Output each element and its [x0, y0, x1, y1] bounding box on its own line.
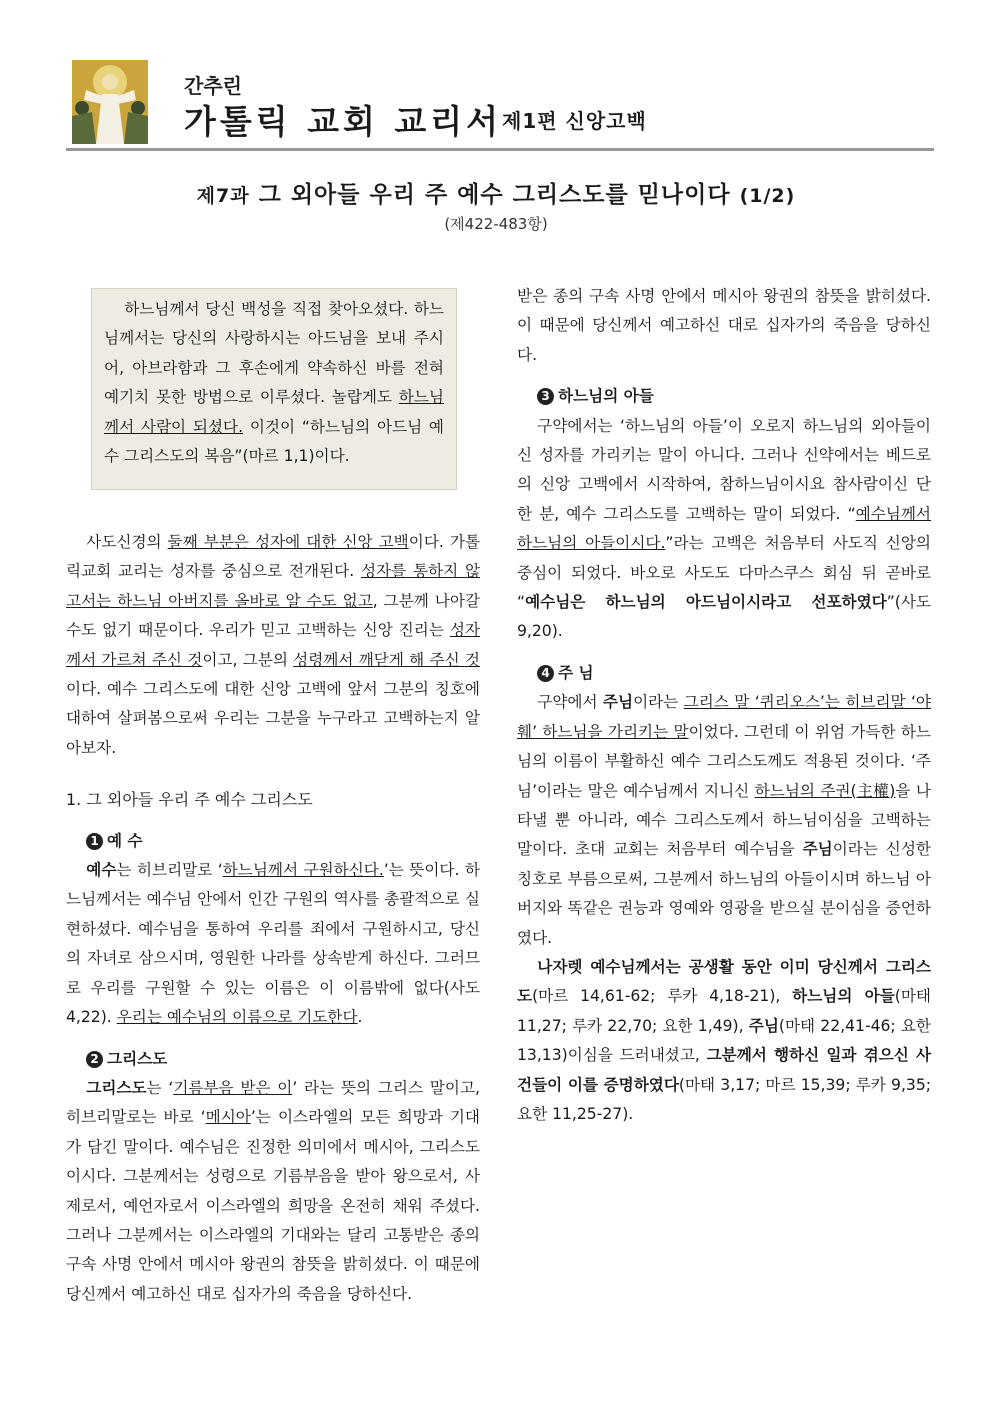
- header: [72, 60, 934, 148]
- son-paragraph: 구약에서는 ‘하느님의 아들’이 오로지 하느님의 외아들이신 성자를 가리키는 말이 아니다. 그러나 신약에서는 베드로의 신앙 고백에서 시작하여, 참하느님이시요 참사람이신 단 한 분, 예수 그리스도를 고백하는 말이 되었다. “예수님께서 하느님의 아들이시다.”라는 고백은 처음부터 사도직 신앙의 중심이 되었다. 바오로 사도도 다마스쿠스 회심 뒤 곧바로 “예수님은 하느님의 아드님이시라고 선포하였다”(사도 9,20).: [517, 416, 931, 641]
- christ-heading: 2 그리스도: [66, 1045, 480, 1074]
- bullet-number: 2: [86, 1051, 103, 1068]
- son-heading: 3 하느님의 아들: [517, 382, 931, 411]
- header-divider: [66, 148, 934, 151]
- closing-paragraph: 나자렛 예수님께서는 공생활 동안 이미 당신께서 그리스도(마르 14,61-62; 루카 4,18-21), 하느님의 아들(마태 11,27; 루카 22,70; 요한 1,49), 주님(마태 22,41-46; 요한 13,13)이심을 드러내셨고, 그분께서 행하신 일과 겪으신 사건들이 이를 증명하였다(마태 3,17; 마르 15,39; 루카 9,35; 요한 11,25-27).: [517, 957, 932, 1123]
- lord-paragraph: 구약에서 주님이라는 그리스 말 ‘퀴리오스’는 히브리말 ‘야훼’ 하느님을 가리키는 말이었다. 그런데 이 위엄 가득한 하느님의 이름이 부활하신 예수 그리스도께도 적용된 것이다. ‘주님’이라는 말은 예수님께서 지니신 하느님의 주권(主權)을 나타낼 뿐 아니라, 예수 그리스도께서 하느님이심을 고백하는 말이다. 초대 교회는 처음부터 예수님을 주님이라는 신성한 칭호로 부름으로써, 그분께서 하느님의 아들이시며 하느님 아버지와 똑같은 권능과 영예와 영광을 받으실 분이심을 증언하였다.: [517, 693, 932, 947]
- right-column: [517, 282, 931, 1129]
- jesus-paragraph: 예수는 히브리말로 ‘하느님께서 구원하신다.’는 뜻이다. 하느님께서는 예수님 안에서 인간 구원의 역사를 총괄적으로 실현하셨다. 예수님을 통하여 우리를 죄에서 구원하시고, 당신의 자녀로 삼으시며, 영원한 나라를 상속받게 하신다. 그러므로 우리를 구원할 수 있는 이름은 이 이름밖에 없다(사도 4,22). 우리는 예수님의 이름으로 기도한다.: [66, 861, 480, 1027]
- lesson-part: (1/2): [739, 185, 796, 207]
- left-column: [66, 528, 480, 1304]
- jesus-heading: 1 예 수: [66, 827, 480, 856]
- catechism-subtitle: 간추린: [184, 74, 242, 98]
- lesson-title: [0, 176, 992, 209]
- lord-heading: 4 주 님: [517, 659, 931, 688]
- christ-paragraph: 그리스도는 ‘기름부음 받은 이’ 라는 뜻의 그리스 말이고, 히브리말로는 바로 ‘메시아’는 이스라엘의 모든 희망과 기대가 담긴 말이다. 예수님은 진정한 의미에서 메시아, 그리스도이시다. 그분께서는 성령으로 기름부음을 받아 왕으로서, 사제로서, 예언자로서 이스라엘의 희망을 온전히 채워 주셨다. 그러나 그분께서는 이스라엘의 기대와는 달리 고통받은 종의 구속 사명 안에서 메시아 왕권의 참뜻을 밝히셨다. 이 때문에 당신께서 예고하신 대로 십자가의 죽음을 당하신다.: [66, 1078, 480, 1303]
- bullet-number: 1: [86, 833, 103, 850]
- lesson-number: 제7과: [196, 185, 250, 207]
- summary-box: [91, 288, 457, 490]
- christ-paragraph-continued: 받은 종의 구속 사명 안에서 메시아 왕권의 참뜻을 밝히셨다. 이 때문에 당신께서 예고하신 대로 십자가의 죽음을 당하신다.: [517, 287, 931, 364]
- paragraph-range: (제422-483항): [444, 215, 548, 233]
- intro-paragraph: 사도신경의 둘째 부분은 성자에 대한 신앙 고백이다. 가톨릭교회 교리는 성자를 중심으로 전개된다. 성자를 통하지 않고서는 하느님 아버지를 올바로 알 수도 없고, 그분께 나아갈 수도 없기 때문이다. 우리가 믿고 고백하는 신앙 진리는 성자께서 가르쳐 주신 것이고, 그분의 성령께서 깨닫게 해 주신 것이다. 예수 그리스도에 대한 신앙 고백에 앞서 그분의 칭호에 대하여 살펴봄으로써 우리는 그분을 누구라고 고백하는지 알아보자.: [66, 533, 481, 757]
- lesson-heading: 그 외아들 우리 주 예수 그리스도를 믿나이다: [258, 182, 731, 208]
- section-heading: 1. 그 외아들 우리 주 예수 그리스도: [66, 790, 313, 810]
- christ-apostles-icon: [72, 60, 148, 144]
- summary-text: 하느님께서 당신 백성을 직접 찾아오셨다. 하느님께서는 당신의 사랑하시는 아드님을 보내 주시어, 아브라함과 그 후손에게 약속하신 바를 전혀 예기치 못한 방법으로 이루셨다. 놀랍게도 하느님께서 사람이 되셨다. 이것이 “하느님의 아드님 예수 그리스도의 복음”(마르 1,1)이다.: [104, 300, 444, 466]
- section-label: 제1편 신앙고백: [502, 109, 647, 133]
- bullet-number: 4: [537, 665, 554, 682]
- catechism-title: 가톨릭 교회 교리서: [184, 102, 503, 141]
- bullet-number: 3: [537, 388, 554, 405]
